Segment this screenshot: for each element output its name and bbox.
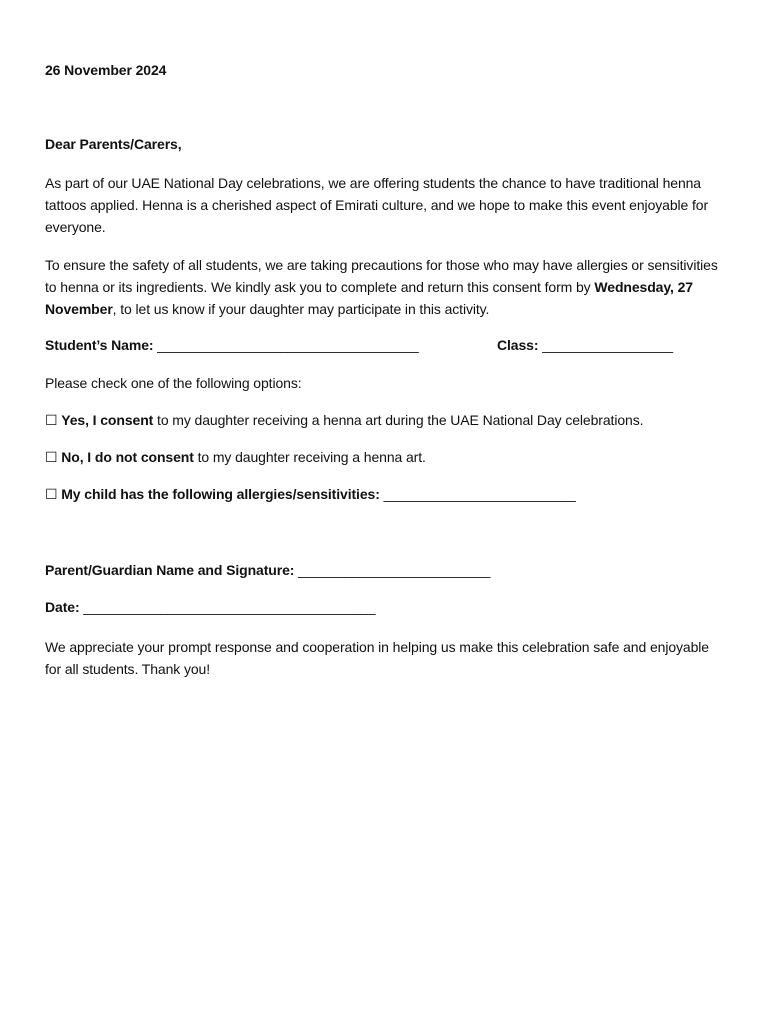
option-consent[interactable] xyxy=(45,412,643,429)
checkbox-icon[interactable]: ☐ xyxy=(45,449,58,465)
student-name-blank[interactable]: __________________________________ xyxy=(157,337,419,353)
class-label: Class: xyxy=(497,337,539,353)
allergies-blank[interactable]: _________________________ xyxy=(379,486,576,502)
signature-field[interactable] xyxy=(45,562,490,578)
date-label: Date: xyxy=(45,599,80,615)
option-no-consent-text: to my daughter receiving a henna art. xyxy=(193,449,426,465)
student-name-label: Student’s Name: xyxy=(45,337,154,353)
closing-paragraph: We appreciate your prompt response and cooperation in helping us make this celebration safe and enjoyable for all students. Thank you! xyxy=(45,639,709,677)
class-field[interactable] xyxy=(497,337,673,353)
option-consent-label: Yes, I consent xyxy=(61,412,154,428)
option-allergies-label: My child has the following allergies/sensitivities: xyxy=(61,486,380,502)
signature-blank[interactable]: _________________________ xyxy=(298,562,491,578)
safety-paragraph xyxy=(45,254,725,320)
options-intro: Please check one of the following options: xyxy=(45,375,302,391)
date-blank[interactable]: ______________________________________ xyxy=(83,599,376,615)
option-no-consent-label: No, I do not consent xyxy=(61,449,194,465)
date-field[interactable] xyxy=(45,599,375,615)
salutation: Dear Parents/Carers, xyxy=(45,136,182,152)
checkbox-icon[interactable]: ☐ xyxy=(45,486,58,502)
safety-text-after: , to let us know if your daughter may participate in this activity. xyxy=(112,301,490,317)
checkbox-icon[interactable]: ☐ xyxy=(45,412,58,428)
option-no-consent[interactable] xyxy=(45,449,426,466)
option-consent-text: to my daughter receiving a henna art during the UAE National Day celebrations. xyxy=(153,412,644,428)
option-allergies[interactable] xyxy=(45,486,576,503)
signature-label: Parent/Guardian Name and Signature: xyxy=(45,562,295,578)
student-name-field[interactable] xyxy=(45,337,419,353)
safety-text-before: To ensure the safety of all students, we are taking precautions for those who may have allergies or sensitivities to henna or its ingredients. We kindly ask you to complete and return this consent form by xyxy=(45,257,718,295)
intro-paragraph: As part of our UAE National Day celebrations, we are offering students the chance to have traditional henna tattoos applied. Henna is a cherished aspect of Emirati culture, and we hope to make this event enjoyable for everyone. xyxy=(45,175,709,235)
letter-date: 26 November 2024 xyxy=(45,62,167,78)
deadline-date: Wednesday, 27 November xyxy=(45,279,693,317)
class-blank[interactable]: _________________ xyxy=(542,337,673,353)
